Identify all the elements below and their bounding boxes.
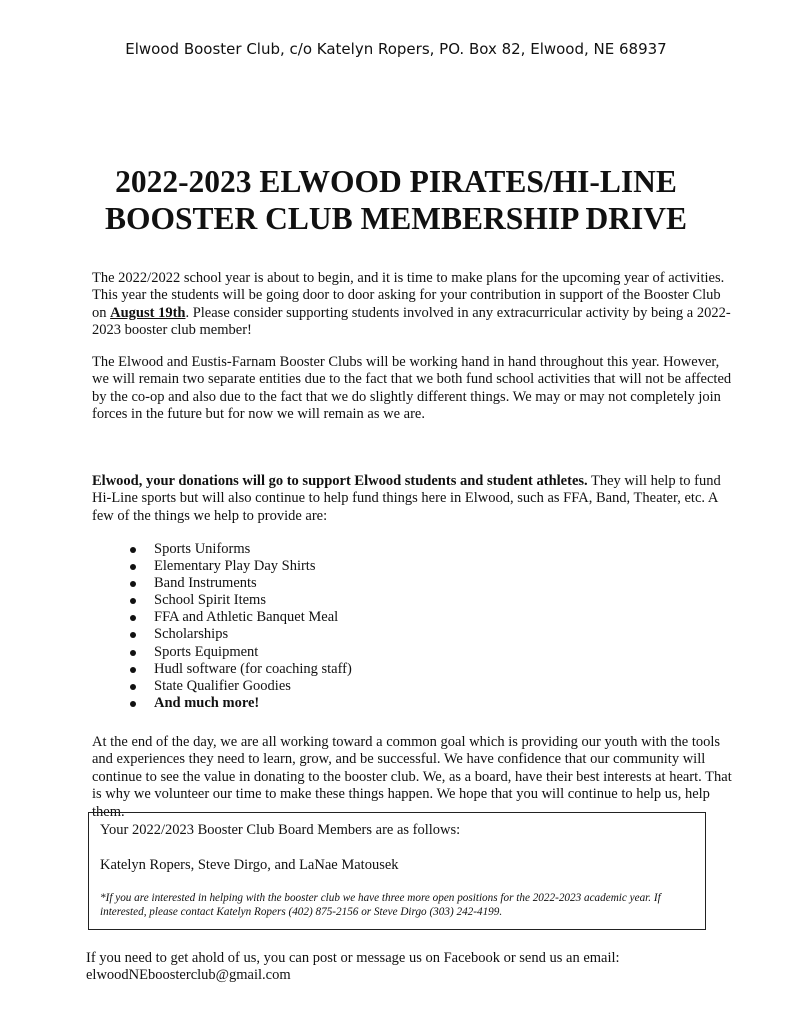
- bullet-icon: [130, 632, 136, 638]
- list-item: [126, 626, 352, 643]
- list-item: [126, 695, 352, 712]
- bullet-icon: [130, 684, 136, 690]
- donations-paragraph: [92, 473, 732, 525]
- title-line-1: 2022-2023 ELWOOD PIRATES/HI-LINE: [115, 164, 677, 199]
- bullet-icon: [130, 701, 136, 707]
- list-item: [126, 592, 352, 609]
- list-item-label: Band Instruments: [154, 575, 257, 592]
- intro-text-after-date: . Please consider supporting students involved in any extracurricular activity by being a 2022-2023 booster club member!: [92, 304, 731, 339]
- list-item-label: School Spirit Items: [154, 592, 266, 609]
- open-positions-note: *If you are interested in helping with the booster club we have three more open positions for the 2022-2023 academic year. If interested, please contact Katelyn Ropers (402) 875-2156 or Steve Dirgo (303) 242-4199.: [100, 892, 661, 918]
- list-item-label: Hudl software (for coaching staff): [154, 660, 352, 677]
- title-line-2: BOOSTER CLUB MEMBERSHIP DRIVE: [105, 201, 687, 236]
- list-item: [126, 678, 352, 695]
- list-item: [126, 661, 352, 678]
- board-title: Your 2022/2023 Booster Club Board Members are as follows:: [100, 822, 461, 838]
- list-item-label: State Qualifier Goodies: [154, 677, 291, 694]
- drive-date: August 19th: [110, 304, 186, 321]
- board-members-box: [88, 812, 706, 930]
- list-item-label: Scholarships: [154, 626, 229, 643]
- bullet-icon: [130, 581, 136, 587]
- bullet-icon: [130, 564, 136, 570]
- bullet-icon: [130, 650, 136, 656]
- contact-paragraph: If you need to get ahold of us, you can post or message us on Facebook or send us an email: elwoodNEboosterclub@gmail.com: [86, 950, 620, 984]
- club-address: Elwood Booster Club, c/o Katelyn Ropers, PO. Box 82, Elwood, NE 68937: [125, 40, 667, 58]
- partnership-paragraph: The Elwood and Eustis-Farnam Booster Clubs will be working hand in hand throughout this year. However, we will remain two separate entities due to the fact that we both fund school activities that will not be affected by the co-op and also due to the fact that we do slightly different things. We may or may not completely join forces in the future but for now we will remain as we are.: [92, 354, 732, 423]
- list-item-label: And much more!: [154, 694, 260, 711]
- intro-paragraph: [92, 270, 732, 340]
- list-item: [126, 558, 352, 575]
- closing-paragraph: At the end of the day, we are all working toward a common goal which is providing our youth with the tools and experiences they need to learn, grow, and be successful. We have confidence that our community will continue to see the value in donating to the booster club. We, as a board, have their best interests at heart. That is why we volunteer our time to make these things happen. We hope that you will continue to help us, help them.: [92, 734, 732, 820]
- board-member-names: Katelyn Ropers, Steve Dirgo, and LaNae Matousek: [100, 857, 399, 873]
- bullet-icon: [130, 615, 136, 621]
- page-title: [60, 163, 732, 237]
- provided-items-list: [126, 541, 352, 712]
- donations-rest: They will help to fund Hi-Line sports but will also continue to help fund things here in Elwood, such as FFA, Band, Theater, etc. A few of the things we help to provide are:: [92, 473, 721, 524]
- list-item: [126, 644, 352, 661]
- bullet-icon: [130, 547, 136, 553]
- list-item-label: Sports Uniforms: [154, 541, 251, 557]
- list-item-label: Sports Equipment: [154, 643, 259, 660]
- donations-lead: Elwood, your donations will go to support Elwood students and student athletes.: [92, 473, 588, 489]
- intro-text-before-date: The 2022/2022 school year is about to begin, and it is time to make plans for the upcoming year of activities. This year the students will be going door to door asking for your contribution in support of the Booster Club on: [92, 270, 725, 321]
- list-item-label: FFA and Athletic Banquet Meal: [154, 609, 339, 626]
- list-item: [126, 575, 352, 592]
- bullet-icon: [130, 667, 136, 673]
- list-item: [126, 541, 352, 558]
- bullet-icon: [130, 598, 136, 604]
- list-item-label: Elementary Play Day Shirts: [154, 558, 316, 575]
- list-item: [126, 609, 352, 626]
